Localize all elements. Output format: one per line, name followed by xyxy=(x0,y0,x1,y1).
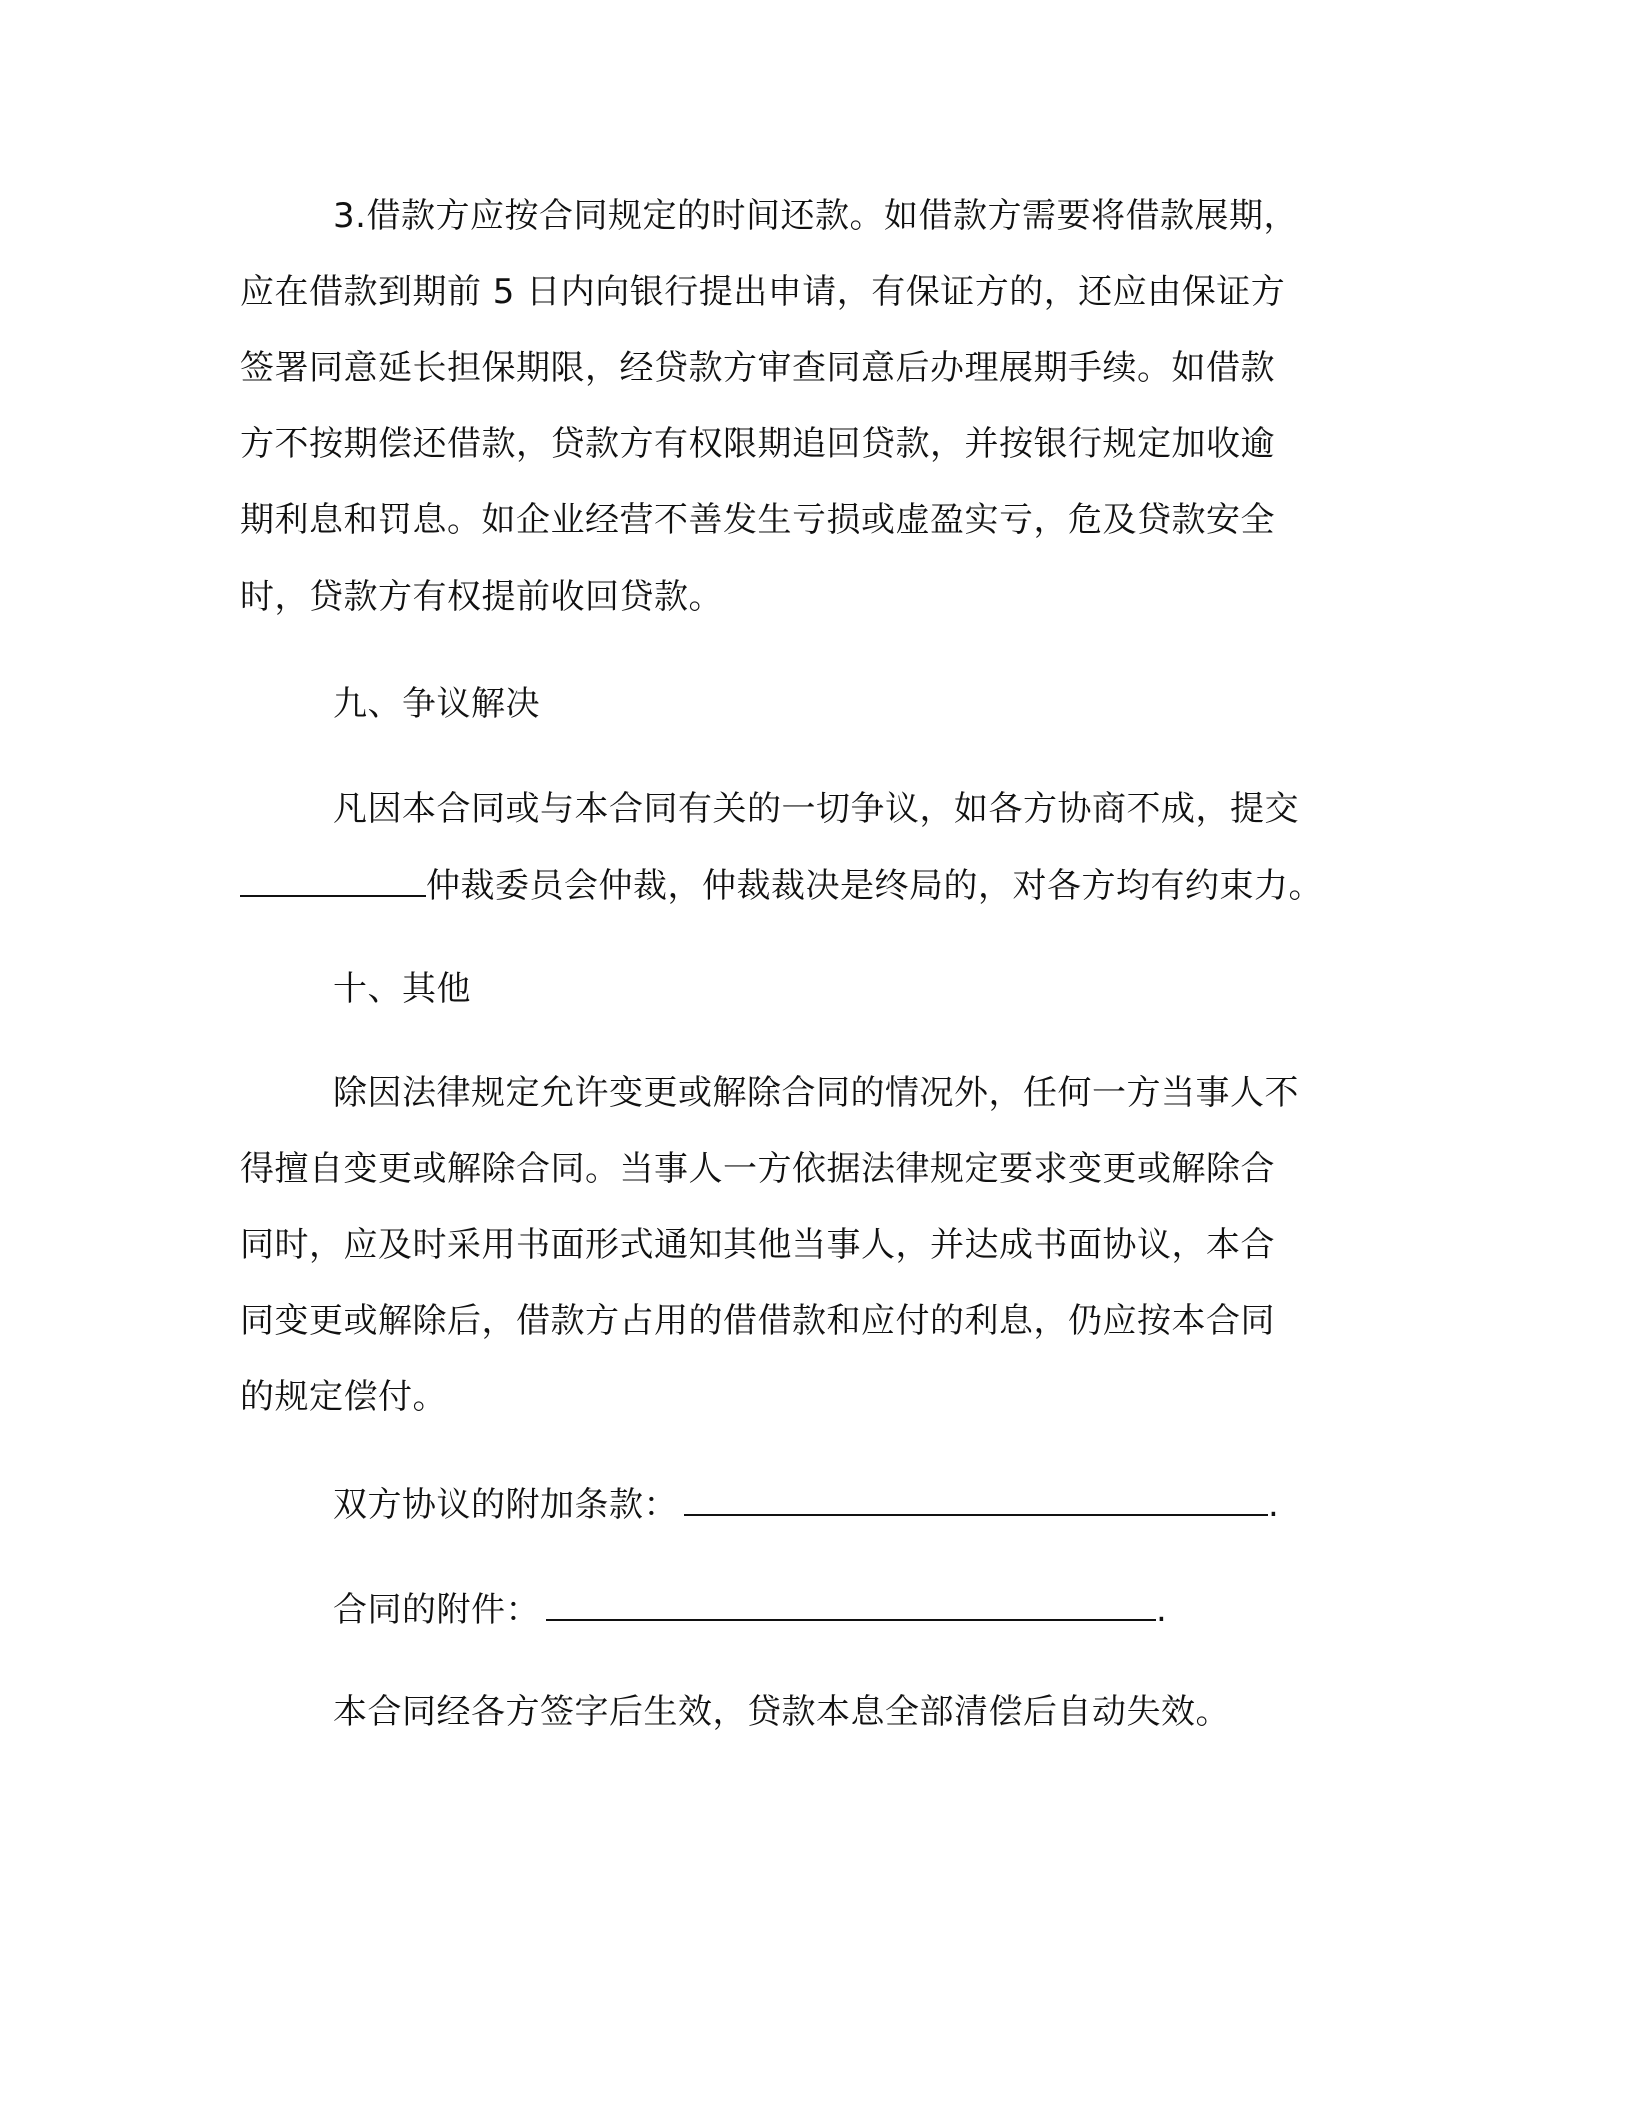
section-9-line-2-text: 仲裁委员会仲裁，仲裁裁决是终局的，对各方均有约束力。 xyxy=(426,866,1323,906)
clause-3-line-1: 3.借款方应按合同规定的时间还款。如借款方需要将借款展期， xyxy=(333,196,1298,236)
attachments-blank[interactable] xyxy=(546,1589,1156,1621)
additional-terms-label: 双方协议的附加条款： xyxy=(333,1485,678,1525)
clause-3-line-2: 应在借款到期前 5 日内向银行提出申请，有保证方的，还应由保证方 xyxy=(240,272,1286,312)
section-10-line-1: 除因法律规定允许变更或解除合同的情况外，任何一方当事人不 xyxy=(333,1073,1299,1113)
section-10-line-3: 同时，应及时采用书面形式通知其他当事人，并达成书面协议，本合 xyxy=(240,1225,1275,1265)
section-10-line-4: 同变更或解除后，借款方占用的借借款和应付的利息，仍应按本合同 xyxy=(240,1301,1275,1341)
section-10-line-5: 的规定偿付。 xyxy=(240,1377,447,1417)
effectiveness-line: 本合同经各方签字后生效，贷款本息全部清偿后自动失效。 xyxy=(333,1692,1230,1732)
clause-3-line-6: 时，贷款方有权提前收回贷款。 xyxy=(240,577,723,617)
section-10-line-2: 得擅自变更或解除合同。当事人一方依据法律规定要求变更或解除合 xyxy=(240,1149,1275,1189)
section-9-line-2 xyxy=(240,865,1323,906)
attachments-line xyxy=(333,1589,1167,1630)
additional-terms-line xyxy=(333,1484,1279,1525)
clause-3-line-5: 期利息和罚息。如企业经营不善发生亏损或虚盈实亏，危及贷款安全 xyxy=(240,500,1275,540)
clause-3-line-4: 方不按期偿还借款，贷款方有权限期追回贷款，并按银行规定加收逾 xyxy=(240,424,1275,464)
section-9-line-1: 凡因本合同或与本合同有关的一切争议，如各方协商不成，提交 xyxy=(333,789,1299,829)
section-10-heading: 十、其他 xyxy=(333,969,471,1009)
section-9-heading: 九、争议解决 xyxy=(333,684,540,724)
additional-terms-end: . xyxy=(1268,1485,1280,1525)
additional-terms-blank[interactable] xyxy=(684,1484,1268,1516)
clause-3-line-3: 签署同意延长担保期限，经贷款方审查同意后办理展期手续。如借款 xyxy=(240,348,1275,388)
attachments-label: 合同的附件： xyxy=(333,1590,540,1630)
arbitration-commission-blank[interactable] xyxy=(240,865,426,897)
attachments-end: . xyxy=(1156,1590,1168,1630)
